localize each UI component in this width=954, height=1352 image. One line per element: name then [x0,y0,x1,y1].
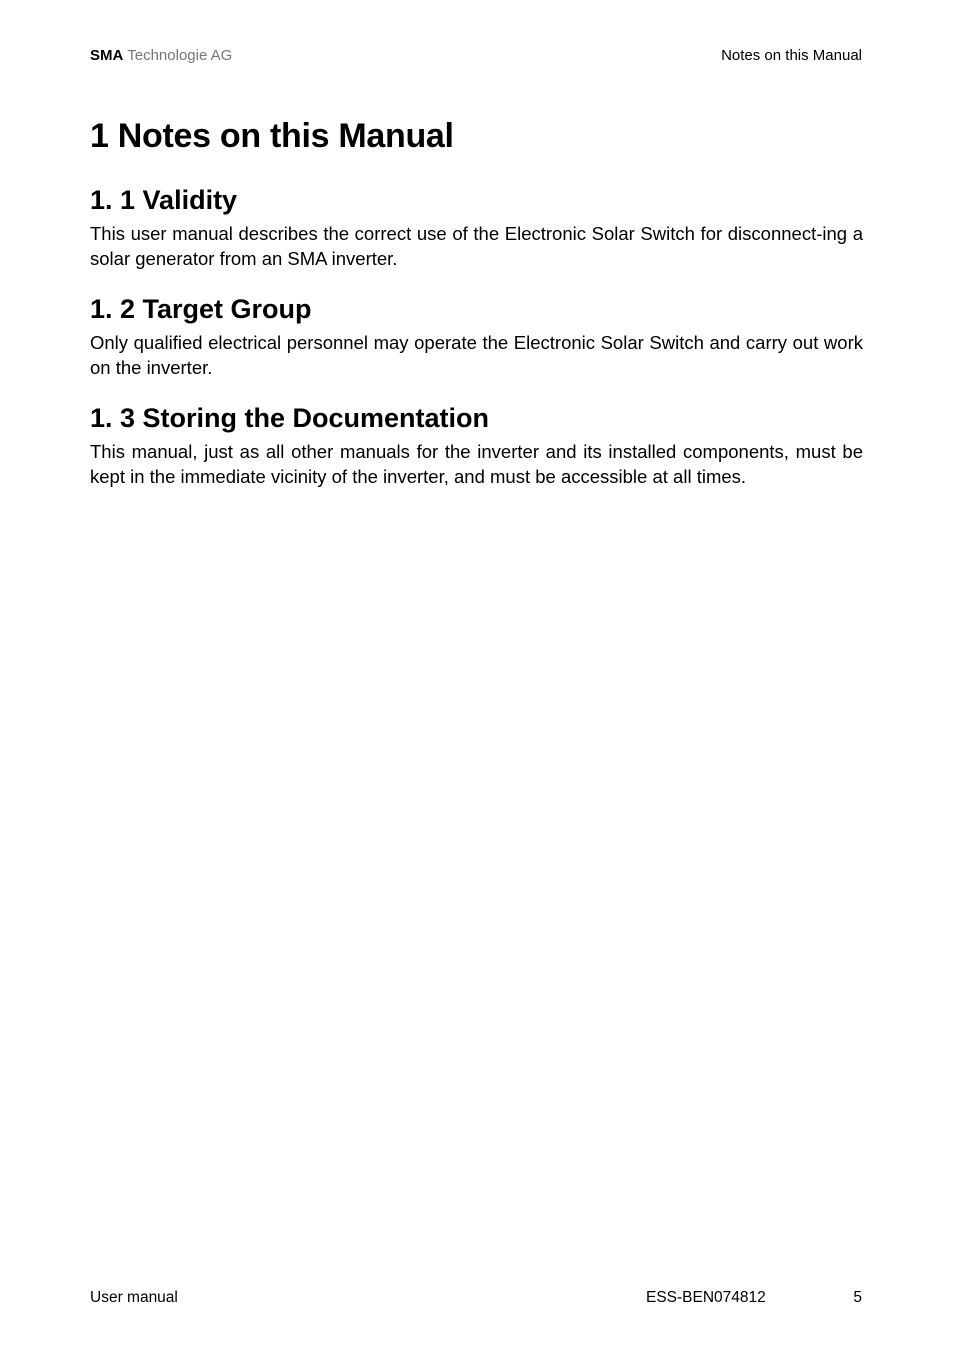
section-body: Only qualified electrical personnel may operate the Electronic Solar Switch and carry out work on the inverter. [90,332,863,378]
section-body: This manual, just as all other manuals for the inverter and its installed components, must be kept in the immediate vicinity of the inverter, and must be accessible at all times. [90,441,863,487]
footer-doc-id: ESS-BEN074812 [646,1289,766,1306]
page-footer [90,1287,862,1309]
header-running-title: Notes on this Manual [721,47,862,64]
footer-doc-type: User manual [90,1289,178,1306]
header-company [90,45,232,67]
page-header [90,45,862,67]
section-validity [90,182,863,271]
section-heading: 1. 2 Target Group [90,294,312,324]
section-target-group [90,291,863,380]
header-company-name-bold: SMA [90,47,124,64]
section-body: This user manual describes the correct use of the Electronic Solar Switch for disconnect-ing a solar generator from an SMA inverter. [90,223,863,269]
chapter-title: 1 Notes on this Manual [90,117,454,155]
section-storing-documentation [90,400,863,489]
section-heading: 1. 3 Storing the Documentation [90,403,490,433]
section-heading: 1. 1 Validity [90,185,238,215]
footer-page-number: 5 [853,1289,862,1306]
header-company-name-rest: Technologie AG [127,47,233,64]
page-content [90,112,863,489]
